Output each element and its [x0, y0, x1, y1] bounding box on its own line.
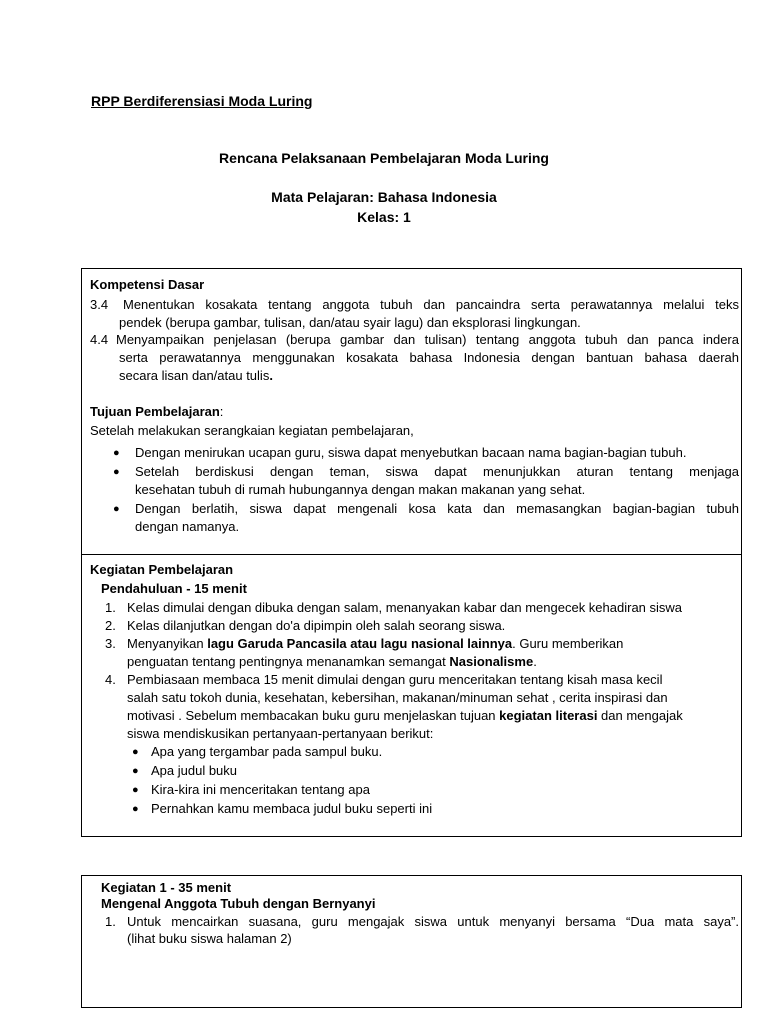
kompetensi-title: Kompetensi Dasar — [90, 277, 205, 292]
pendahuluan-title: Pendahuluan - 15 menit — [101, 581, 247, 596]
list-number: 4. — [105, 672, 116, 687]
pendahuluan-item-3-line1: Menyanyikan lagu Garuda Pancasila atau lagu nasional lainnya. Guru memberikan — [127, 636, 624, 651]
pendahuluan-item-4-line3: motivasi . Sebelum membacakan buku guru menjelaskan tujuan kegiatan literasi dan mengajak — [127, 708, 683, 723]
question-2: Apa judul buku — [151, 763, 238, 778]
pendahuluan-item-1: Kelas dimulai dengan dibuka dengan salam, menanyakan kabar dan mengecek kehadiran siswa — [127, 600, 683, 615]
kegiatan-1-title: Kegiatan 1 - 35 menit — [101, 880, 232, 895]
kegiatan-1-box — [81, 875, 742, 1008]
kegiatan-pembelajaran-box — [81, 554, 742, 837]
bullet-icon: ● — [132, 784, 139, 796]
bullet-icon: ● — [132, 765, 139, 777]
kd2-number: 4.4 — [90, 332, 109, 347]
kegiatan-title: Kegiatan Pembelajaran — [90, 562, 234, 577]
question-4: Pernahkan kamu membaca judul buku seperti ini — [151, 801, 433, 816]
question-3: Kira-kira ini menceritakan tentang apa — [151, 782, 370, 797]
subject-line: Mata Pelajaran: Bahasa Indonesia — [271, 189, 497, 205]
main-title: Rencana Pelaksanaan Pembelajaran Moda Luring — [219, 150, 549, 166]
tujuan-item-2-line1: Setelah berdiskusi dengan teman, siswa dapat menunjukkan aturan tentang menjaga — [135, 464, 739, 479]
kegiatan-1-item-1-line2: (lihat buku siswa halaman 2) — [127, 931, 292, 946]
pendahuluan-item-4-line2: salah satu tokoh dunia, kesehatan, kebersihan, makanan/minuman sehat , cerita inspirasi dan — [127, 690, 668, 705]
list-number: 3. — [105, 636, 116, 651]
tujuan-item-1: Dengan menirukan ucapan guru, siswa dapat menyebutkan bacaan nama bagian-bagian tubuh. — [135, 445, 687, 460]
kd1-line1: Menentukan kosakata tentang anggota tubuh dan pancaindra serta perawatannya melalui teks — [123, 297, 739, 312]
kd2-line2: serta perawatannya menggunakan kosakata bahasa Indonesia dengan bantuan bahasa daerah — [119, 350, 739, 365]
pendahuluan-item-3-line2: penguatan tentang pentingnya menanamkan semangat Nasionalisme. — [127, 654, 537, 669]
tujuan-title: Tujuan Pembelajaran: — [90, 404, 224, 419]
kd1-line2: pendek (berupa gambar, tulisan, dan/atau syair lagu) dan eksplorasi lingkungan. — [119, 315, 581, 330]
pendahuluan-item-4-line4: siswa mendiskusikan pertanyaan-pertanyaan berikut: — [127, 726, 434, 741]
kegiatan-1-subtitle: Mengenal Anggota Tubuh dengan Bernyanyi — [101, 896, 376, 911]
grade-line: Kelas: 1 — [357, 209, 411, 225]
tujuan-item-3-line1: Dengan berlatih, siswa dapat mengenali kosa kata dan memasangkan bagian-bagian tubuh — [135, 501, 739, 516]
kegiatan-1-item-1-line1: Untuk mencairkan suasana, guru mengajak siswa untuk menyanyi bersama “Dua mata saya”. — [127, 914, 739, 929]
tujuan-item-3-line2: dengan namanya. — [135, 519, 240, 534]
list-number: 2. — [105, 618, 116, 633]
kd2-line3: secara lisan dan/atau tulis. — [119, 368, 273, 383]
pendahuluan-item-2: Kelas dilanjutkan dengan do'a dipimpin oleh salah seorang siswa. — [127, 618, 506, 633]
bullet-icon: ● — [132, 803, 139, 815]
document-title: RPP Berdiferensiasi Moda Luring — [91, 93, 313, 109]
tujuan-intro: Setelah melakukan serangkaian kegiatan pembelajaran, — [90, 423, 414, 438]
kd2-line1: Menyampaikan penjelasan (berupa gambar dan tulisan) tentang anggota tubuh dan panca indera — [116, 332, 739, 347]
bullet-icon: ● — [132, 746, 139, 758]
kd1-number: 3.4 — [90, 297, 109, 312]
kompetensi-tujuan-box — [81, 268, 742, 555]
pendahuluan-item-4-line1: Pembiasaan membaca 15 menit dimulai dengan guru menceritakan tentang kisah masa kecil — [127, 672, 663, 687]
bullet-icon: ● — [113, 466, 120, 478]
question-1: Apa yang tergambar pada sampul buku. — [151, 744, 383, 759]
list-number: 1. — [105, 914, 116, 929]
bullet-icon: ● — [113, 503, 120, 515]
bullet-icon: ● — [113, 447, 120, 459]
tujuan-item-2-line2: kesehatan tubuh di rumah hubungannya dengan makan makanan yang sehat. — [135, 482, 586, 497]
list-number: 1. — [105, 600, 116, 615]
